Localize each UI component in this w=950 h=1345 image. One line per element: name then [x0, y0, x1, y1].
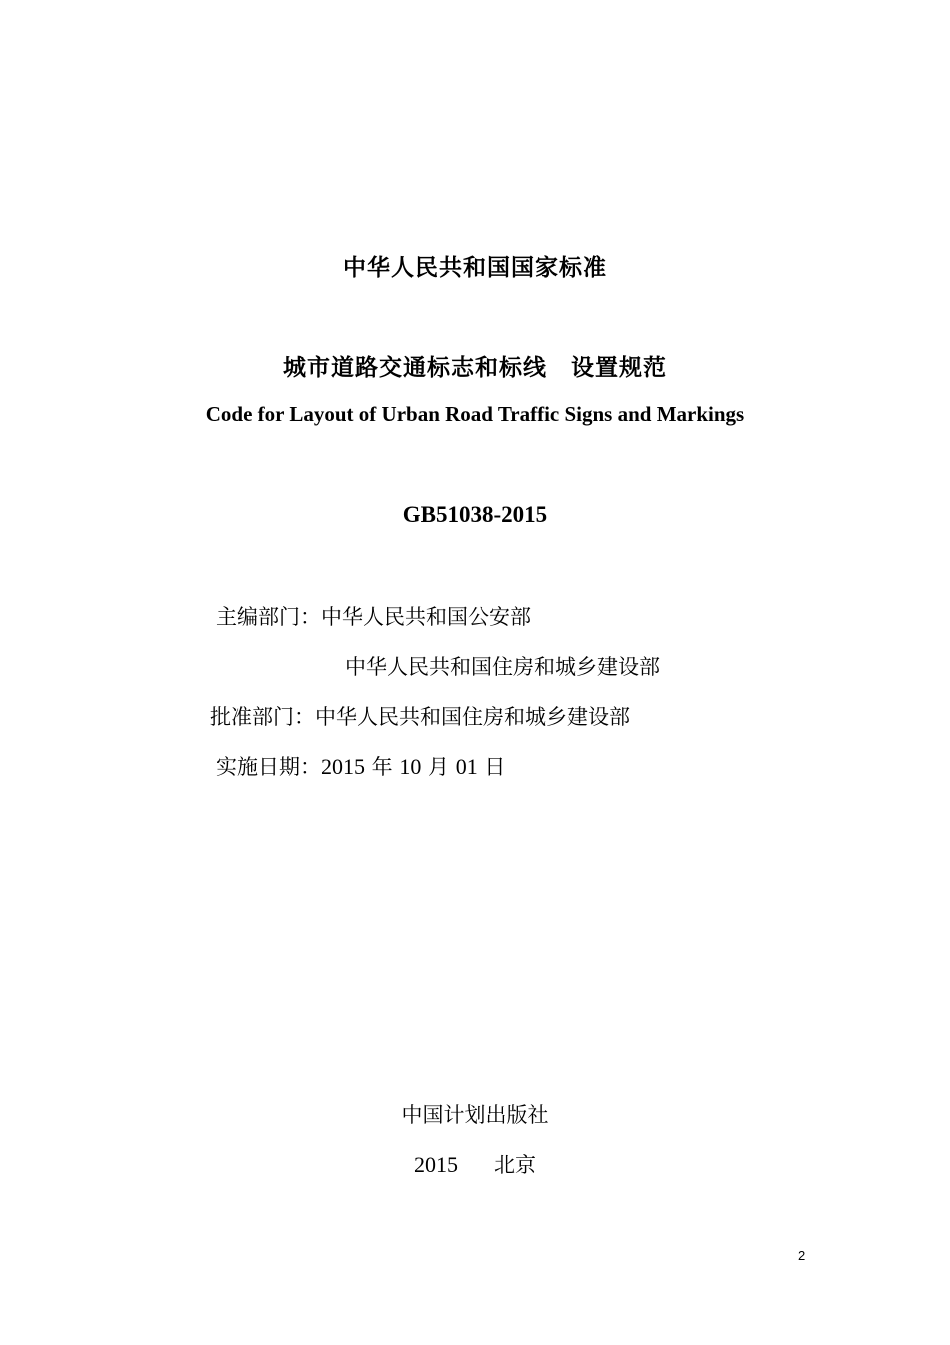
approval-line [210, 701, 630, 731]
publisher-name: 中国计划出版社 [401, 1103, 549, 1127]
title-chinese-part-1: 城市道路交通标志和标线 [283, 355, 547, 381]
chief-editor-dept-2: 中华人民共和国住房和城乡建设部 [345, 655, 660, 679]
page-number: 2 [798, 1248, 806, 1263]
implementation-year: 2015 [321, 754, 365, 779]
title-chinese-part-2: 设置规范 [571, 355, 667, 381]
month-unit: 月 [421, 755, 456, 779]
day-unit: 日 [477, 755, 506, 779]
publication-line [0, 1149, 950, 1179]
chief-editor-label: 主编部门： [216, 605, 321, 629]
approval-dept: 中华人民共和国住房和城乡建设部 [315, 705, 630, 729]
publication-year: 2015 [414, 1152, 458, 1177]
implementation-month: 10 [399, 754, 422, 779]
chief-editor-line [216, 601, 531, 631]
publication-city: 北京 [494, 1153, 536, 1177]
standard-label: 中华人民共和国国家标准 [343, 255, 607, 281]
implementation-label: 实施日期： [216, 755, 321, 779]
standard-code: GB51038-2015 [402, 502, 548, 527]
title-english: Code for Layout of Urban Road Traffic Signs and Markings [205, 402, 745, 426]
chief-editor-dept-1: 中华人民共和国公安部 [321, 605, 531, 629]
title-chinese [0, 349, 950, 382]
approval-label: 批准部门： [210, 705, 315, 729]
implementation-date-line [216, 751, 505, 781]
year-unit: 年 [365, 755, 400, 779]
implementation-day: 01 [455, 754, 478, 779]
